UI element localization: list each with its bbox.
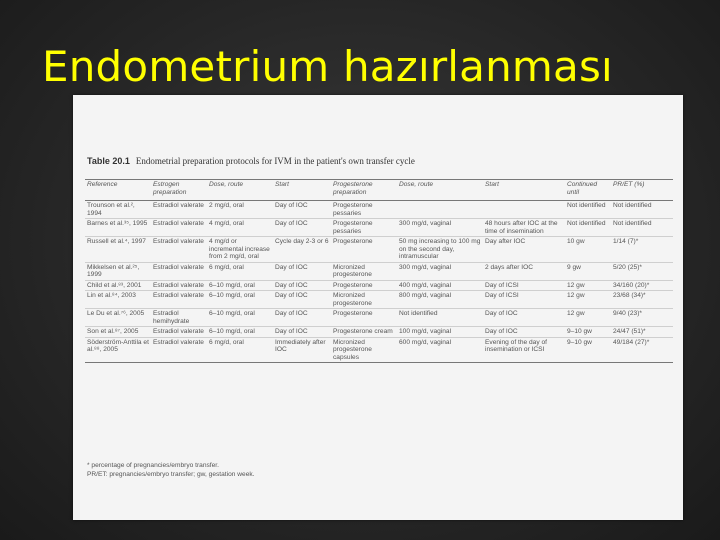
column-header: PR/ET (%) (613, 181, 645, 188)
table-cell: 6–10 mg/d, oral (209, 310, 255, 317)
table-cell: Evening of the day of insemination or ICSI (485, 338, 547, 353)
table-cell: 400 mg/d, vaginal (399, 281, 452, 289)
table-cell: Estradiol valerate (153, 281, 204, 289)
column-header: Estrogen preparation (153, 181, 187, 196)
table-cell: Day of IOC (275, 310, 308, 317)
table-cell: Not identified (399, 310, 438, 317)
column-header: Start (485, 181, 499, 188)
table-header (85, 180, 673, 201)
table-cell: 800 mg/d, vaginal (399, 292, 452, 299)
table-cell: Child et al.⁸³, 2001 (87, 281, 142, 289)
table-cell: Estradiol valerate (153, 328, 204, 335)
table-cell: Not identified (613, 202, 652, 209)
table-row (85, 262, 673, 280)
table-row (85, 280, 673, 291)
table-cell: Day of ICSI (485, 281, 519, 289)
table-cell: 12 gw (567, 292, 585, 299)
table-cell: 6 mg/d, oral (209, 338, 244, 346)
table-cell: Söderström-Anttila et al.⁸⁸, 2005 (87, 338, 149, 353)
table-cell: Progesterone (333, 238, 373, 245)
table-cell: 34/160 (20)* (613, 281, 650, 289)
table-cell: 6–10 mg/d, oral (209, 328, 255, 335)
table-cell: Progesterone (333, 281, 373, 289)
table-cell: Day of IOC (275, 281, 308, 289)
footnote: * percentage of pregnancies/embryo transfer. (87, 462, 219, 469)
table-cell: Lin et al.⁸⁴, 2003 (87, 292, 136, 299)
column-header: Dose, route (399, 181, 434, 188)
table-caption (87, 156, 415, 166)
column-header: Start (275, 181, 289, 188)
table-cell: Estradiol valerate (153, 338, 204, 346)
column-header: Continued until (567, 181, 598, 196)
column-header: Progesterone preparation (333, 181, 373, 196)
column-header: Reference (87, 181, 118, 188)
table-cell: Progesterone pessaries (333, 220, 373, 235)
table-cell: Day of IOC (485, 328, 518, 335)
table-cell (483, 201, 565, 219)
slide-title: Endometrium hazırlanması (42, 42, 613, 91)
table-cell: Immediately after IOC (275, 338, 326, 353)
table-cell: Day of IOC (275, 263, 308, 271)
table-cell: Cycle day 2-3 or 6 (275, 238, 329, 245)
table-scan-image (73, 95, 683, 520)
table-cell: Estradiol hemihydrate (153, 310, 190, 325)
table-footnotes (87, 461, 255, 479)
table-cell: Barnes et al.³⁵, 1995 (87, 220, 148, 227)
table-cell: 24/47 (51)* (613, 328, 646, 335)
table-cell: Micronized progesterone (333, 292, 372, 307)
table-cell: Not identified (613, 220, 652, 227)
table-row (85, 201, 673, 219)
table-cell (397, 201, 483, 219)
table-cell: 6 mg/d, oral (209, 263, 244, 271)
protocol-table (85, 179, 673, 363)
table-cell: Estradiol valerate (153, 292, 204, 299)
table-cell: 4 mg/d, oral (209, 220, 244, 227)
table-cell: Not identified (567, 220, 606, 227)
table-cell: Estradiol valerate (153, 238, 204, 245)
table-cell: Progesterone cream (333, 328, 393, 335)
table-cell: 5/20 (25)* (613, 263, 642, 271)
table-cell: 10 gw (567, 238, 585, 245)
table-cell: 2 mg/d, oral (209, 202, 244, 209)
column-header: Dose, route (209, 181, 244, 188)
table-cell: 300 mg/d, vaginal (399, 220, 452, 227)
table-body (85, 201, 673, 363)
table-number: Table 20.1 (87, 156, 130, 166)
table-cell: Estradiol valerate (153, 220, 204, 227)
table-cell: 1/14 (7)* (613, 238, 639, 245)
table-cell: Progesterone (333, 310, 373, 317)
table-cell: 23/68 (34)* (613, 292, 646, 299)
table-cell: Micronized progesterone capsules (333, 338, 372, 361)
table-cell: 6–10 mg/d, oral (209, 281, 255, 289)
table-cell: 300 mg/d, vaginal (399, 263, 452, 271)
table-cell: Progesterone pessaries (333, 202, 373, 217)
table-cell: Son et al.⁸⁷, 2005 (87, 328, 139, 335)
table-row (85, 327, 673, 338)
table-cell: 9 gw (567, 263, 581, 271)
table-row (85, 309, 673, 327)
table-row (85, 291, 673, 309)
table-cell: 12 gw (567, 310, 585, 317)
table-cell: 9–10 gw (567, 338, 592, 346)
table-row (85, 337, 673, 363)
table-cell: Day of IOC (275, 220, 308, 227)
table-cell: Day of ICSI (485, 292, 519, 299)
table-cell: 50 mg increasing to 100 mg on the second day, intramuscular (399, 238, 481, 260)
table-caption-text: Endometrial preparation protocols for IVM in the patient's own transfer cycle (135, 156, 415, 166)
table-cell: Trounson et al.², 1994 (87, 202, 135, 217)
table-cell: Not identified (567, 202, 606, 209)
table-row (85, 237, 673, 263)
table-cell: Estradiol valerate (153, 263, 204, 271)
table-cell: Day of IOC (275, 292, 308, 299)
table-cell: Day after IOC (485, 238, 526, 245)
table-cell: 12 gw (567, 281, 585, 289)
table-cell: 4 mg/d or incremental increase from 2 mg/d, oral (209, 238, 270, 260)
table-cell: 9/40 (23)* (613, 310, 642, 317)
table-cell: 2 days after IOC (485, 263, 534, 271)
table-cell: 100 mg/d, vaginal (399, 328, 452, 335)
table-cell: Estradiol valerate (153, 202, 204, 209)
table-cell: Russell et al.⁴, 1997 (87, 238, 146, 245)
table-cell: 49/184 (27)* (613, 338, 650, 346)
table-cell: 48 hours after IOC at the time of insemination (485, 220, 558, 235)
table-row (85, 219, 673, 237)
footnote: PR/ET: pregnancies/embryo transfer; gw, gestation week. (87, 471, 255, 478)
table-cell: 6–10 mg/d, oral (209, 292, 255, 299)
table-cell: Micronized progesterone (333, 263, 372, 278)
table-cell: Le Du et al.⁷⁶, 2005 (87, 310, 145, 317)
table-cell: Day of IOC (275, 328, 308, 335)
table-cell: Mikkelsen et al.²⁵, 1999 (87, 263, 140, 278)
table-cell: 600 mg/d, vaginal (399, 338, 452, 346)
table-cell: Day of IOC (485, 310, 518, 317)
table-cell: Day of IOC (275, 202, 308, 209)
table-cell: 9–10 gw (567, 328, 592, 335)
